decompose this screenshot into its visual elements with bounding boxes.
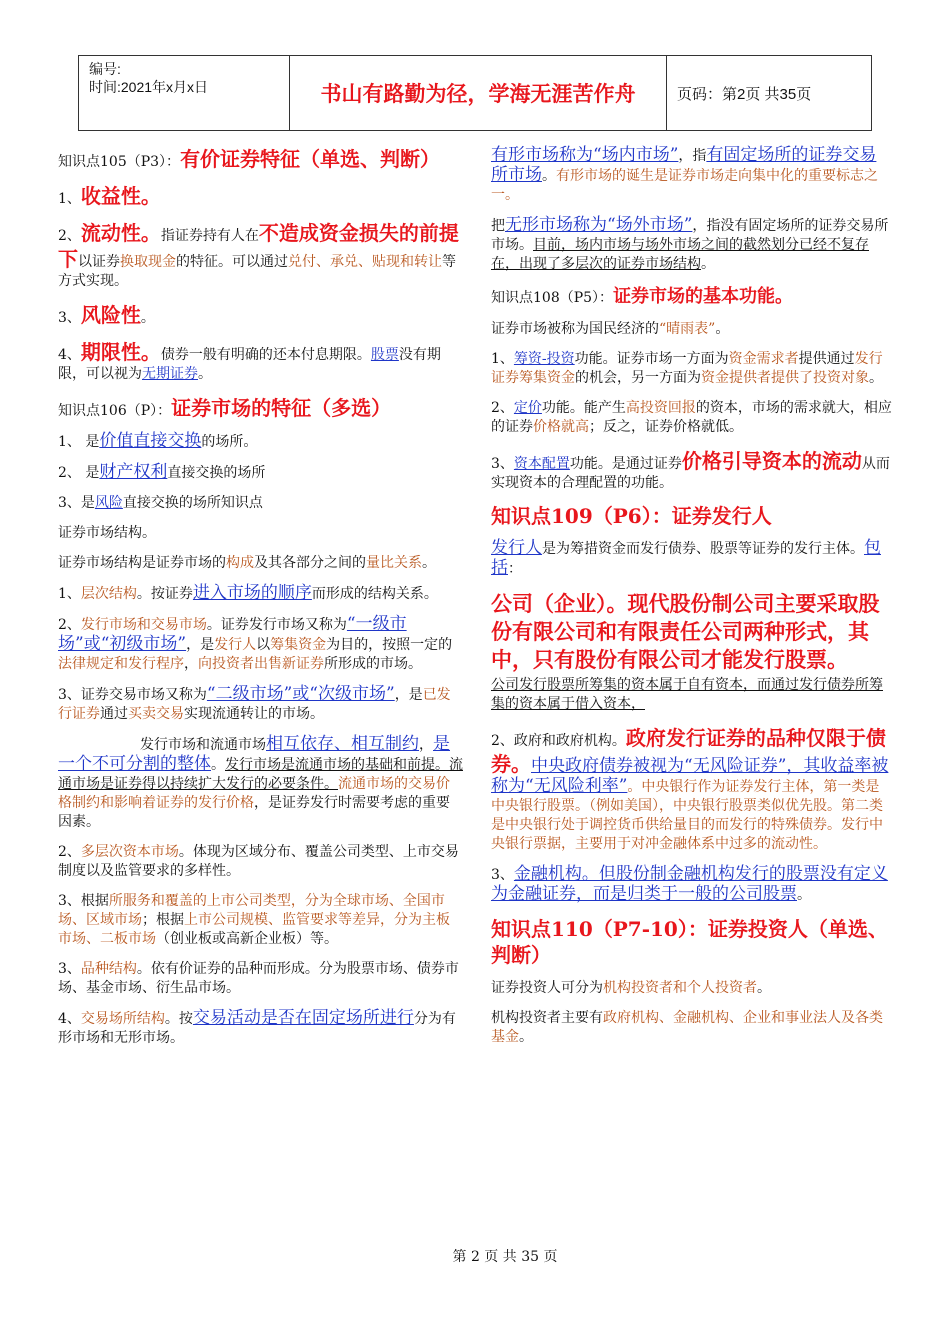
issuer-def: 发行人是为筹措资金而发行债券、股票等证券的发行主体。包括： (491, 538, 881, 578)
government-issuer: 2、政府和政府机构。政府发行证券的品种仅限于债券。中央政府债券被视为“无风险证券”，其收益率被称为“无风险利率”。中央银行作为证券发行主体，第一类是中央银行股票。（例如美国），中央银行股票类似优先股。第二类是中央银行处于调控货币供给量目的而发行的特殊债券。发行中央银行票据，主要用于对冲金融体系中过多的流动性。 (491, 726, 889, 852)
company-issuer: 公司（企业）。现代股份制公司主要采取股份有限公司和有限责任公司两种形式，其中，只有股份有限公司才能发行股票。 (491, 591, 880, 672)
right-column (491, 146, 892, 1058)
kp109-heading: 知识点109（P6）：证券发行人 (491, 504, 772, 528)
page-footer: 第 2 页 共 35 页 (452, 1249, 558, 1265)
kp105-heading: 知识点105（P3）：有价证券特征（单选、判断） (58, 147, 441, 171)
structure-3: 3、证券交易市场又称为“二级市场”或“次级市场”，是已发行证券通过买卖交易实现流通转让的市场。 (58, 684, 451, 722)
function-1: 1、筹资-投资功能。证券市场一方面为资金需求者提供通过发行证券筹集资金的机会，另一方面为资金提供者提供了投资对象。 (491, 351, 883, 386)
number-label: 编号: (89, 61, 121, 77)
item-4: 4、期限性。债券一般有明确的还本付息期限。股票没有期限，可以视为无期证券。 (58, 340, 441, 382)
market-relation: 发行市场和流通市场相互依存、相互制约，是一个不可分割的整体。发行市场是流通市场的基础和前提。流通市场是证券得以持续扩大发行的必要条件。流通市场的交易价格制约和影响着证券的发行价格，是证券发行时需要考虑的重要因素。 (58, 734, 463, 830)
financial-issuer: 3、金融机构。但股份制金融机构发行的股票没有定义为金融证券，而是归类于一般的公司股票。 (491, 864, 888, 904)
multi-level-3: 3、根据所服务和覆盖的上市公司类型，分为全球市场、全国市场、区域市场；根据上市公司规模、监管要求等差异，分为主板市场、二板市场（创业板或高新企业板）等。 (58, 893, 450, 947)
header-meta (79, 56, 290, 130)
structure-title: 证券市场结构。 (58, 525, 156, 541)
header-table (78, 55, 872, 131)
function-intro: 证券市场被称为国民经济的“晴雨表”。 (491, 321, 730, 337)
time-label: 时间:2021年x月x日 (89, 79, 209, 95)
feature-1: 1、 是价值直接交换的场所。 (58, 431, 258, 451)
left-column (58, 146, 463, 1059)
structure-def: 证券市场结构是证券市场的构成及其各部分之间的量比关系。 (58, 555, 436, 571)
investor-types: 证券投资人可分为机构投资者和个人投资者。 (491, 980, 771, 996)
structure-1: 1、层次结构。按证券进入市场的顺序而形成的结构关系。 (58, 583, 438, 603)
function-3: 3、资本配置功能。是通过证券价格引导资本的流动从而实现资本的合理配置的功能。 (491, 449, 890, 491)
item-3: 3、风险性。 (58, 303, 155, 327)
variety-structure: 3、品种结构。依有价证券的品种而形成。分为股票市场、债券市场、基金市场、衍生品市场。 (58, 961, 459, 996)
structure-2: 2、发行市场和交易市场。证券发行市场又称为“一级市场”或“初级市场”，是发行人以筹集资金为目的，按照一定的法律规定和发行程序，向投资者出售新证券所形成的市场。 (58, 614, 453, 672)
feature-2: 2、 是财产权利直接交换的场所 (58, 462, 266, 482)
kp110-heading: 知识点110（P7-10）：证券投资人（单选、判断） (491, 917, 888, 967)
venue-structure: 4、交易场所结构。按交易活动是否在固定场所进行分为有形市场和无形市场。 (58, 1008, 456, 1046)
item-2: 2、流动性。指证券持有人在不造成资金损失的前提下以证券换取现金的特征。可以通过兑付、承兑、贴现和转让等方式实现。 (58, 221, 459, 289)
kp108-heading: 知识点108（P5）：证券市场的基本功能。 (491, 286, 794, 307)
multi-level-2: 2、多层次资本市场。体现为区域分布、覆盖公司类型、上市交易制度以及监管要求的多样性。 (58, 844, 459, 879)
institutional-investors: 机构投资者主要有政府机构、金融机构、企业和事业法人及各类基金。 (491, 1010, 883, 1045)
function-2: 2、定价功能。能产生高投资回报的资本，市场的需求就大，相应的证券价格就高；反之，证券价格就低。 (491, 400, 892, 435)
feature-3: 3、是风险直接交换的场所知识点 (58, 495, 263, 511)
header-motto: 书山有路勤为径，学海无涯苦作舟 (290, 56, 667, 130)
header-page-code: 页码：第2页 共35页 (677, 85, 812, 103)
kp106-heading: 知识点106（P）：证券市场的特征（多选） (58, 396, 392, 420)
intangible-market: 把无形市场称为“场外市场”，指没有固定场所的证券交易所市场。目前，场内市场与场外市场之间的截然划分已经不复存在，出现了多层次的证券市场结构。 (491, 215, 889, 272)
tangible-market: 有形市场称为“场内市场”，指有固定场所的证券交易所市场。有形市场的诞生是证券市场走向集中化的重要标志之一。 (491, 145, 878, 203)
company-note: 公司发行股票所筹集的资本属于自有资本，而通过发行债券所筹集的资本属于借入资本， (491, 677, 883, 712)
item-1: 1、收益性。 (58, 184, 161, 208)
